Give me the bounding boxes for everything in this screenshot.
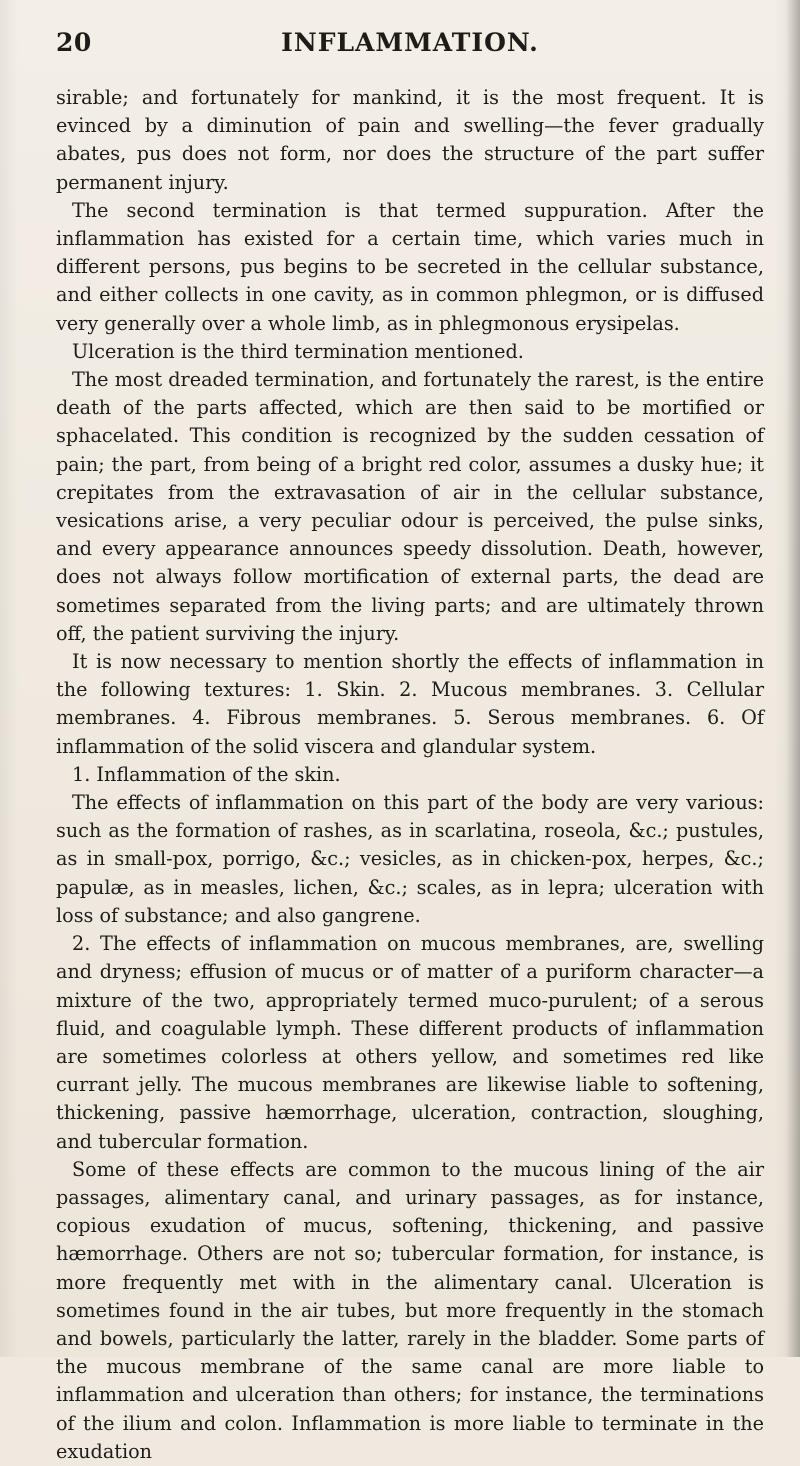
page-header — [56, 28, 764, 62]
running-head: INFLAMMATION. — [281, 28, 539, 57]
paragraph-suppuration: The second termination is that termed suppuration. After the inflammation has existed for a certain time, which varies much in different persons, pus begins to be secreted in the cellular substance, and either collects in one cavity, as in common phlegmon, or is diffused very generally over a whole limb, as in phlegmonous erysipelas. — [56, 198, 764, 335]
paragraph-mortification: The most dreaded termination, and fortunately the rarest, is the entire death of the parts affected, which are then said to be mortified or sphacelated. This condition is recognized by the sudden cessation of pain; the part, from being of a bright red color, assumes a dusky hue; it crepitates from the extravasation of air in the cellular substance, vesications arise, a very peculiar odour is perceived, the pulse sinks, and every appearance announces speedy dissolution. Death, however, does not always follow mortification of external parts, the dead are sometimes separated from the living parts; and are ultimately thrown off, the patient surviving the injury. — [56, 368, 764, 645]
paragraph-skin-effects: The effects of inflammation on this part of the body are very various: such as the formation of rashes, as in scarlatina, roseola, &c.; pustules, as in small-pox, porrigo, &c.; vesicles, as in chicken-pox, herpes, &c.; papulæ, as in measles, lichen, &c.; scales, as in lepra; ulceration with loss of substance; and also gangrene. — [56, 791, 764, 927]
page-edge-shadow — [786, 0, 800, 1357]
paragraph-ulceration: Ulceration is the third termination mentioned. — [72, 339, 524, 363]
paragraph-skin-heading: 1. Inflammation of the skin. — [72, 762, 341, 786]
body-text — [56, 84, 764, 1466]
page-number: 20 — [56, 28, 92, 57]
paragraph-mucous-lining: Some of these effects are common to the mucous lining of the air passages, alimentary canal, and urinary passages, as for instance, copious exudation of mucus, softening, thickening, and passive hæmorrhage. Others are not so; tubercular formation, for instance, is more frequently met with in the alimentary canal. Ulceration is sometimes found in the air tubes, but more frequently in the stomach and bowels, particularly the latter, rarely in the bladder. Some parts of the mucous membrane of the same canal are more liable to inflammation and ulceration than others; for instance, the terminations of the ilium and colon. Inflammation is more liable to terminate in the exudation — [56, 1157, 764, 1463]
paragraph-mucous-effects: 2. The effects of inflammation on mucous membranes, are, swelling and dryness; effusion of mucus or of matter of a puriform character—a mixture of the two, appropriately termed muco-purulent; of a serous fluid, and coagulable lymph. These different products of inflammation are sometimes colorless at others yellow, and sometimes red like currant jelly. The mucous membranes are likewise liable to softening, thickening, passive hæmorrhage, ulceration, contraction, sloughing, and tubercular formation. — [56, 932, 764, 1153]
paragraph-textures: It is now necessary to mention shortly the effects of inflammation in the following textures: 1. Skin. 2. Mucous membranes. 3. Cellular membranes. 4. Fibrous membranes. 5. Serous membranes. 6. Of inflammation of the solid viscera and glandular system. — [56, 650, 764, 758]
paragraph-sirable: sirable; and fortunately for mankind, it is the most frequent. It is evinced by a diminution of pain and swelling—the fever gradually abates, pus does not form, nor does the structure of the part suffer permanent injury. — [56, 86, 764, 194]
